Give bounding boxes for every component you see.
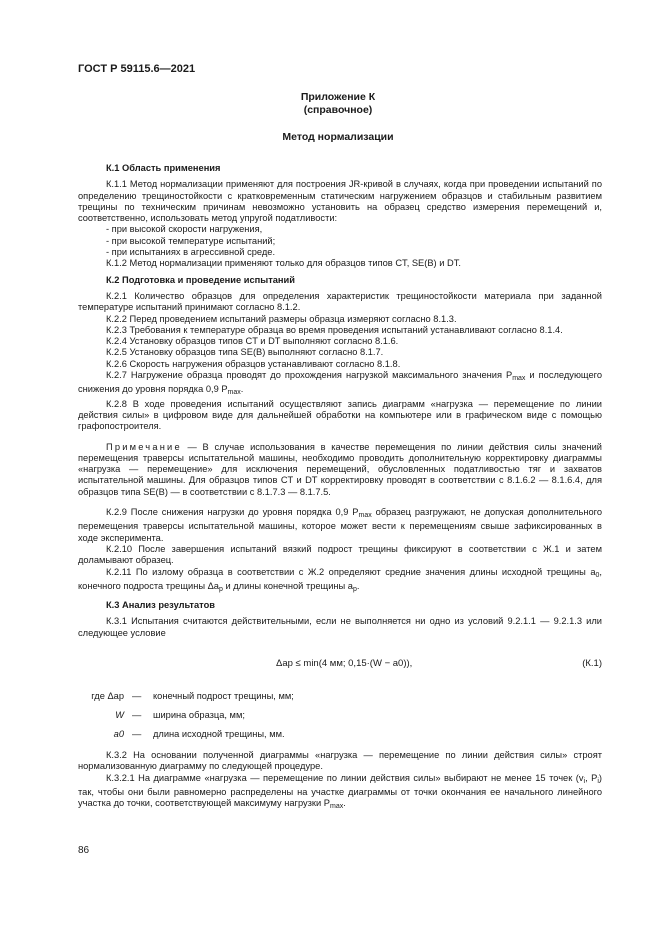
para-k2-6: К.2.6 Скорость нагружения образцов устанавливают согласно 8.1.8.	[106, 358, 401, 369]
para-k2-1: К.2.1 Количество образцов для определения характеристик трещиностойкости материала при заданной температуре испытаний принимают согласно 8.1.2.	[78, 290, 602, 313]
para-k2-9: К.2.9 После снижения нагрузки до уровня порядка 0,9 $P_{max}$ образец разгружают, не допуская дополнительного перемещения траверсы испытательной машины, которое может вести к перемещениям свыше зафиксированных в ходе эксперимента.	[78, 507, 602, 543]
appendix-title: Приложение К	[300, 91, 376, 103]
where-list	[78, 691, 602, 748]
para-k3-2: К.3.2 На основании полученной диаграммы «нагрузка — перемещение по линии действия силы» строят нормализованную диаграмму по следующей процедуре.	[78, 749, 602, 772]
document-header: ГОСТ Р 59115.6—2021	[78, 63, 196, 75]
appendix-subtitle: (справочное)	[303, 104, 373, 116]
section-k1-title: К.1 Область применения	[106, 163, 221, 173]
para-k2-7: К.2.7 Нагружение образца проводят до прохождения нагрузкой максимального значения $P_{max}$ и последующего снижения до уровня порядка 0,9 $P_{max}$.	[78, 370, 602, 397]
list-item: - при испытаниях в агрессивной среде.	[106, 247, 276, 258]
para-k2-11: К.2.11 По излому образца в соответствии с Ж.2 определяют средние значения длины исходной трещины $a_0$, конечного подроста трещины $\Delta a_p$ и длины конечной трещины $a_p$.	[78, 566, 602, 593]
where-row: a0 — длина исходной трещины, мм.	[113, 728, 285, 739]
para-k2-4: К.2.4 Установку образцов типов CT и DT выполняют согласно 8.1.6.	[106, 336, 399, 347]
section-k3-title: К.3 Анализ результатов	[106, 600, 215, 611]
para-k2-10: К.2.10 После завершения испытаний вязкий подрост трещины фиксируют в соответствии с Ж.1 и затем доламывают образец.	[78, 543, 602, 566]
note-label: Примечание	[106, 441, 182, 452]
list-item: - при высокой температуре испытаний;	[106, 235, 276, 246]
formula-expression: Δap ≤ min(4 мм; 0,15·(W − a0)),	[276, 657, 413, 669]
para-k2-2: К.2.2 Перед проведением испытаний размеры образца измеряют согласно 8.1.3.	[106, 313, 457, 324]
para-k2-5: К.2.5 Установку образцов типа SE(B) выполняют согласно 8.1.7.	[106, 347, 384, 358]
para-k2-8: К.2.8 В ходе проведения испытаний осуществляют запись диаграмм «нагрузка — перемещение по линии действия силы» в цифровом виде для дальнейшей обработки на компьютере или в графическом виде с помощью графопостроителя.	[78, 398, 602, 432]
document-body	[78, 163, 602, 812]
where-row: W — ширина образца, мм;	[115, 709, 245, 720]
para-k1-1: К.1.1 Метод нормализации применяют для построения JR-кривой в случаях, когда при проведении испытаний по определению трещиностойкости с кратковременным статическим нагружением образцов и стабильным развитием трещины по техническим причинам невозможно установить на образец средство измерения перемещений и, соответственно, использовать метод упругой податливости:	[78, 179, 602, 224]
where-row: где Δap — конечный подрост трещины, мм;	[91, 690, 294, 701]
list-item: - при высокой скорости нагружения,	[106, 224, 263, 235]
appendix-heading: Метод нормализации	[282, 131, 394, 143]
page-number: 86	[78, 845, 90, 856]
para-k1-2: К.1.2 Метод нормализации применяют только для образцов типов CT, SE(B) и DT.	[106, 258, 461, 269]
para-k2-3: К.2.3 Требования к температуре образца во время проведения испытаний устанавливают согласно 8.1.4.	[106, 324, 563, 335]
note: Примечание — В случае использования в качестве перемещения по линии действия силы значений перемещения траверсы испытательной машины, необходимо проводить дополнительную корректировку диаграммы «нагрузка — перемещение» для исключения перемещений, обусловленных податливостью тяг и захватов испытательной машины. Для образцов типов CT и DT корректировку проводят в соответствии с 8.1.6.2 — 8.1.6.4, для образцов типа SE(B) — в соответствии с 8.1.7.3 — 8.1.7.5.	[78, 441, 602, 497]
formula-number: (К.1)	[582, 657, 602, 669]
section-k2-title: К.2 Подготовка и проведение испытаний	[106, 274, 295, 285]
para-k3-2-1: К.3.2.1 На диаграмме «нагрузка — перемещение по линии действия силы» выбирают не менее 15 точек ($v_i$, $P_i$) так, чтобы они были равномерно распределены на участке диаграммы от точки окончания ее начального линейного участка до точки, соответствующей максимуму нагрузки $P_{max}$.	[78, 772, 602, 811]
para-k3-1: К.3.1 Испытания считаются действительными, если не выполняется ни одно из условий 9.2.1.1 — 9.2.1.3 или следующее условие	[78, 616, 602, 638]
formula-k1	[78, 649, 602, 683]
